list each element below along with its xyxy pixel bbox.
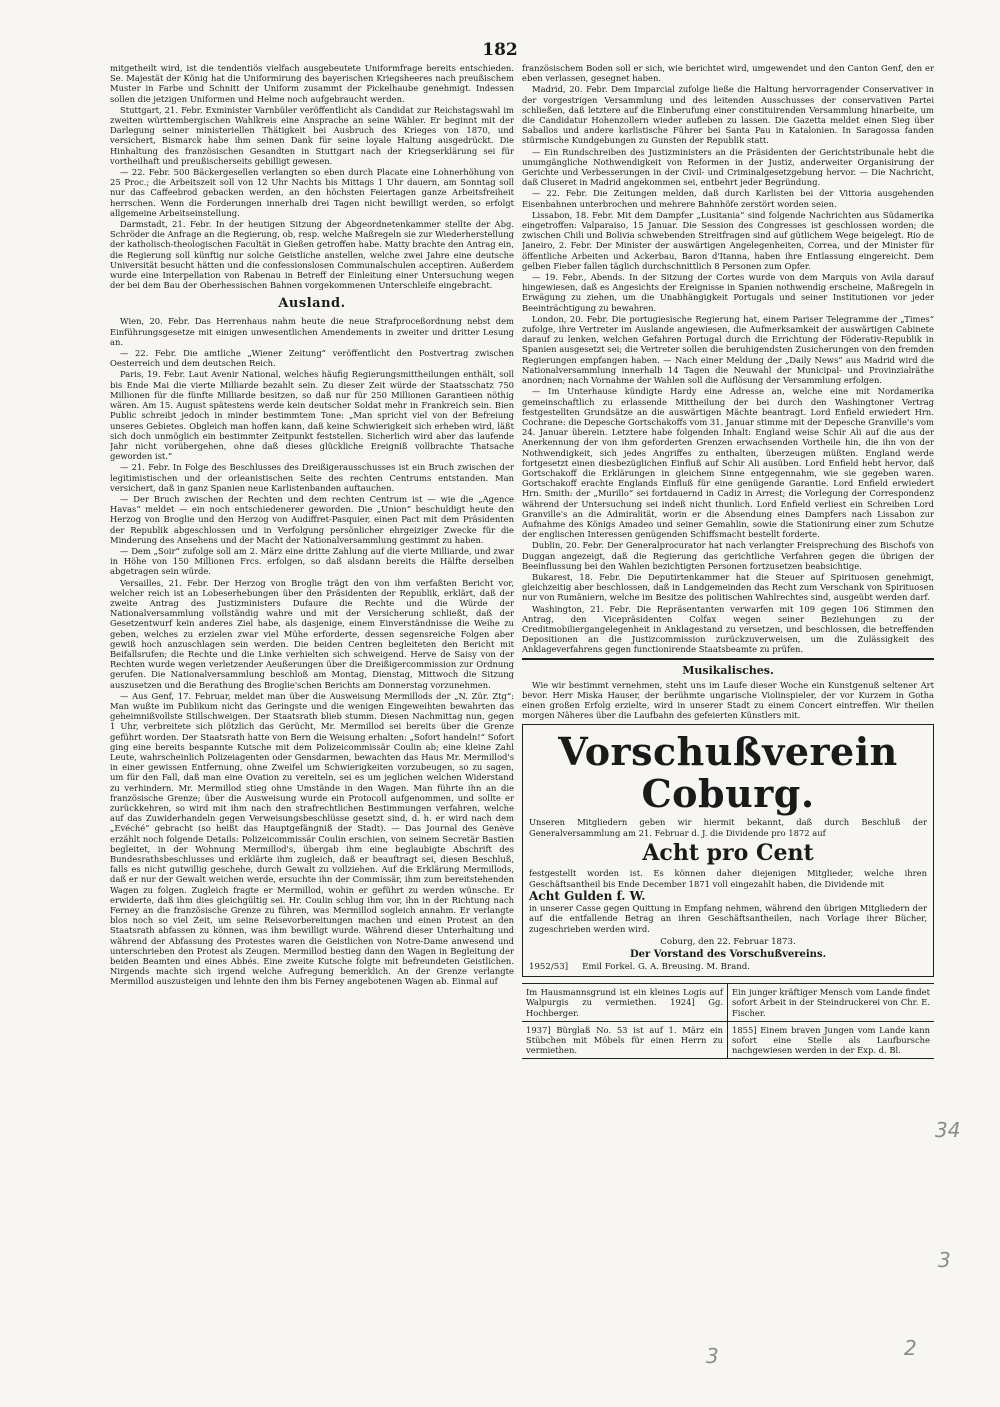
divider bbox=[522, 658, 934, 660]
article-paragraph: — 22. Febr. 500 Bäckergesellen verlangten so eben durch Placate eine Lohnerhöhung von 25 Proc.; die Arbeitszeit soll von 12 Uhr Nachts bis Mittags 1 Uhr dauern, am Sonntag soll nur das Caffeebrod gebacken werden, an den höchsten Feiertagen ganze Arbeitsfreiheit herrschen. Wenn die Forderungen innerhalb drei Tagen nicht bewilligt werden, so erfolgt allgemeine Arbeitseinstellung. bbox=[110, 167, 514, 218]
article-paragraph: Paris, 19. Febr. Laut Avenir National, welches häufig Regierungsmittheilungen enthält, soll bis Ende Mai die vierte Milliarde bezahlt sein. Zu dieser Zeit würde der Staatsschatz 750 Millionen für die fünfte Milliarde besitzen, so daß nur für 250 Millionen Garantieen nöthig wären. Am 15. August spätestens werde kein deutscher Soldat mehr in Frankreich sein. Bien Public schreibt jedoch in minder bestimmtem Tone: „Man spricht viel von der Befreiung unseres Gebietes. Obgleich man hoffen kann, daß keine Schwierigkeit sich erheben wird, läßt sich doch unmöglich ein bestimmter Zeitpunkt feststellen. Sicherlich wird aber das laufende Jahr nicht vorübergehen, ohne daß dieses glückliche Ereigniß vollbrachte Thatsache geworden ist.“ bbox=[110, 369, 514, 462]
ad-footer bbox=[529, 962, 927, 972]
ad-rate: Acht pro Cent bbox=[642, 840, 814, 867]
article-paragraph: Darmstadt, 21. Febr. In der heutigen Sitzung der Abgeordnetenkammer stellte der Abg. Schröder die Anfrage an die Regierung, ob, resp. welche Maßregeln sie zur Wiederherstellung der katholisch-theologischen Facultät in Gießen getroffen habe. Matty brachte den Antrag ein, die Regierung soll künftig nur solche Geistliche anstellen, welche zwei Jahre eine deutsche Universität besucht hätten und die confessionslosen Communalschulen acceptiren. Außerdem wurde eine Interpellation von Rabenau in Betreff der Einleitung einer Untersuchung wegen der bei dem Bau der Oberhessischen Bahnen vorgekommenen Unterschleife eingebracht. bbox=[110, 219, 514, 291]
article-paragraph: — Der Bruch zwischen der Rechten und dem rechten Centrum ist — wie die „Agence Havas“ meldet — ein noch entschiedenerer geworden. Die „Union“ beschuldigt heute den Herzog von Broglie und den Herzog von Audiffret-Pasquier, einen Pact mit dem Präsidenten der Republik abgeschlossen und in Verfolgung persönlicher ehrgeiziger Zwecke für die Minderung des Ansehens und der Macht der Nationalversammlung gestimmt zu haben. bbox=[110, 493, 514, 545]
article-paragraph: Dublin, 20. Febr. Der Generalprocurator hat nach verlangter Freisprechung des Bischofs von Duggan angezeigt, daß die Regierung das gerichtliche Verfahren gegen die übrigen der Beeinflussung bei den Wahlen bezichtigten Personen fortzusetzen beabsichtige. bbox=[522, 540, 934, 571]
small-ad: Ein junger kräftiger Mensch vom Lande findet sofort Arbeit in der Steindruckerei von Chr. E. Fischer. bbox=[728, 984, 934, 1022]
ad-closing: in unserer Casse gegen Quittung in Empfang nehmen, während den übrigen Mitgliedern der auf die entfallende Betrag an ihren Geschäftsantheilen, nach Vorlage ihrer Bücher, zugeschrieben werden wird. bbox=[529, 903, 927, 934]
article-paragraph: Stuttgart, 21. Febr. Exminister Varnbüler veröffentlicht als Candidat zur Reichstagswahl im zweiten württembergischen Wahlkreis eine Ansprache an seine Wähler. Er beginnt mit der Darlegung seiner ministeriellen Thätigkeit bei Ausbruch des Krieges von 1870, und versichert, Bismarck habe ihm seinen Dank für seine loyale Haltung ausgedrückt. Die Hinhaltung des französischen Gesandten in Stuttgart nach der Kriegserklärung sei für vortheilhaft und preußischerseits gebilligt gewesen. bbox=[110, 104, 514, 166]
ad-names: Emil Forkel. G. A. Breusing. M. Brand. bbox=[582, 962, 750, 973]
ad-title: Vorschußverein Coburg. bbox=[558, 729, 898, 817]
ad-place-date: Coburg, den 22. Februar 1873. bbox=[660, 937, 796, 948]
page-number: 182 bbox=[482, 40, 518, 60]
ad-intro: Unseren Mitgliedern geben wir hiermit bekannt, daß durch Beschluß der Generalversammlung am 21. Februar d. J. die Dividende pro 1872 auf bbox=[529, 817, 927, 838]
article-paragraph: — 21. Febr. In Folge des Beschlusses des Dreißigerausschusses ist ein Bruch zwischen der legitimistischen und der orleanistischen Seite des rechten Centrums entstanden. Man versichert, daß in ganz Spanien neue Karlistenbanden auftauchen. bbox=[110, 462, 514, 493]
article-paragraph: — 22. Febr. Die Zeitungen melden, daß durch Karlisten bei der Vittoria ausgehenden Eisenbahnen unterbrochen und mehrere Bahnhöfe zerstört worden seien. bbox=[522, 188, 934, 209]
section-heading-ausland: Ausland. bbox=[278, 296, 346, 312]
musik-text: Wie wir bestimmt vernehmen, steht uns im Laufe dieser Woche ein Kunstgenuß seltener Art bevor. Herr Miska Hauser, der berühmte ungarische Violinspieler, der vor Kurzem in Gotha einen großen Erfolg erzielte, wird in unserer Stadt zu einem Concert eintreffen. Wir theilen morgen Näheres über die Laufbahn des gefeierten Künstlers mit. bbox=[522, 679, 934, 721]
article-paragraph: London, 20. Febr. Die portugiesische Regierung hat, einem Pariser Telegramme der „Times“ zufolge, ihre Vertreter im Auslande angewiesen, die Aufmerksamkeit der auswärtigen Cabinete darauf zu lenken, welchen Gefahren Portugal durch die Errichtung der Föderativ-Republik in Spanien ausgesetzt sei; die Vertreter sollen die beruhigendsten Zusicherungen von den fremden Regierungen empfangen haben. — Nach einer Meldung der „Daily News“ aus Madrid wird die Nationalversammlung innerhalb 14 Tagen die Neuwahl der Municipal- und Provinzialräthe anordnen; nach Vornahme der Wahlen soll die Auflösung der Versammlung erfolgen. bbox=[522, 313, 934, 386]
pencil-mark: 34 bbox=[935, 1118, 961, 1142]
article-paragraph: Versailles, 21. Febr. Der Herzog von Broglie trägt den von ihm verfaßten Bericht vor, welcher reich ist an Lobeserhebungen über den Präsidenten der Republik, erklärt, daß der zweite Antrag des Justizministers Dufaure die Rechte und die Würde der Nationalversammlung vollständig wahre und mit der Versicherung schließt, daß der Gesetzentwurf kein anderes Ziel habe, als dasjenige, einem Einverständnisse die Weihe zu geben, welches zu erzielen zwar viel Mühe erforderte, dessen segensreiche Folgen aber gewiß hoch anzuschlagen sein werden. Die beiden Centren begleiteten den Bericht mit Beifallsrufen; die Rechte und die Linke verhielten sich schweigend. Herve de Saisy von der Rechten wurde wegen verletzender Aeußerungen über die Dreißigercommission zur Ordnung gerufen. Die Nationalversammlung beschloß am Montag, Dienstag, Mittwoch die Sitzung auszusetzen und die Berathung des Broglie'schen Berichts am Donnerstag vorzunehmen. bbox=[110, 577, 514, 690]
article-paragraph: — Ein Rundschreiben des Justizministers an die Präsidenten der Gerichtstribunale hebt die unumgängliche Nothwendigkeit von Reformen in der Justiz, anderweiter Organisirung der Gerichte und Verbesserungen in der Civil- und Criminalgesetzgebung hervor. — Die Nachricht, daß Cluseret in Madrid angekommen sei, entbehrt jeder Begründung. bbox=[522, 146, 934, 188]
article-paragraph: mitgetheilt wird, ist die tendentiös vielfach ausgebeutete Uniformfrage bereits entschieden. Se. Majestät der König hat die Uniformirung des bayerischen Kriegsheeres nach preußischem Muster in Farbe und Schnitt der Uniform zusammt der Pickelhaube genehmigt. Indessen sollen die jetzigen Uniformen und Helme noch aufgebraucht werden. bbox=[110, 63, 514, 104]
ad-reference-number: 1952/53] bbox=[529, 962, 569, 973]
left-column bbox=[110, 63, 514, 1363]
article-paragraph: Bukarest, 18. Febr. Die Deputirtenkammer hat die Steuer auf Spirituosen genehmigt, gleichzeitig aber beschlossen, daß in Landgemeinden das Recht zum Verschank von Spirituosen nur von Rumäniern, welche im Besitze des politischen Wahlrechtes sind, ausgeübt werden darf. bbox=[522, 571, 934, 603]
pencil-mark: 3 bbox=[706, 1344, 719, 1368]
article-paragraph: — Im Unterhause kündigte Hardy eine Adresse an, welche eine mit Nordamerika gemeinschaftlich zu erlassende Mittheilung der bei durch den Washingtoner Vertrag festgestellten Grundsätze an die auswärtigen Mächte beantragt. Lord Enfield erwiedert Hrn. Cochrane: die Depesche Gortschakoffs vom 31. Januar stimme mit der Depesche Granville's vom 24. Januar überein. Letztere habe folgenden Inhalt: England weise Schir Ali auf die aus der Anerkennung der von ihm geforderten Grenzen erwachsenden Vortheile hin, die ihn von der Nothwendigkeit, sich jedes Angriffes zu enthalten, überzeugen müßten. England werde fortgesetzt einen diesbezüglichen Einfluß auf Schir Ali ausüben. Lord Enfield hebt hervor, daß Gortschakoff die Erklärungen in gleichem Sinne entgegennahm, wie sie gegeben waren. Gortschakoff erachte Englands Einfluß für eine genügende Garantie. Lord Enfield erwiedert Hrn. Smith: der „Murillo“ sei fortdauernd in Cadiz in Arrest; die Vorlegung der Correspondenz während der Untersuchung sei indeß nicht thunlich. Lord Enfield verliest ein Schreiben Lord Granville's an die Admiralität, worin er die Absendung eines Dampfers nach Lissabon zur Aufnahme des Königs Amadeo und seiner Gemahlin, sowie die Stationirung einer zum Schutze der englischen Interessen genügenden Schiffsmacht bestellt forderte. bbox=[522, 386, 934, 540]
article-paragraph: — 22. Febr. Die amtliche „Wiener Zeitung“ veröffentlicht den Postvertrag zwischen Oesterreich und dem deutschen Reich. bbox=[110, 348, 514, 369]
musik-heading: Musikalisches. bbox=[682, 663, 774, 677]
article-paragraph: französischem Boden soll er sich, wie berichtet wird, umgewendet und den Canton Genf, den er eben verlassen, gesegnet haben. bbox=[522, 63, 934, 84]
small-ad: 1855] Einem braven Jungen vom Lande kann sofort eine Stelle als Laufbursche nachgewiesen werden in der Exp. d. Bl. bbox=[728, 1022, 934, 1060]
article-paragraph: Lissabon, 18. Febr. Mit dem Dampfer „Lusitania“ sind folgende Nachrichten aus Südamerika eingetroffen: Valparaiso, 15 Januar. Die Session des Congresses ist geschlossen worden; die zwischen Chili und Bolivia schwebenden Streitfragen sind auf gütlichem Wege beigelegt. Rio de Janeiro, 2. Febr. Der Minister der auswärtigen Angelegenheiten, Correa, und der Minister für öffentliche Arbeiten und Ackerbau, Baron d'Itanna, haben ihre Entlassung eingereicht. Dem gelben Fieber fallen täglich durchschnittlich 8 Personen zum Opfer. bbox=[522, 209, 934, 271]
ad-signature: Der Vorstand des Vorschußvereins. bbox=[629, 949, 827, 961]
pencil-mark: 3 bbox=[938, 1248, 951, 1272]
article-paragraph: — 19. Febr., Abends. In der Sitzung der Cortes wurde von dem Marquis von Avila darauf hingewiesen, daß es Angesichts der Ereignisse in Spanien nothwendig erscheine, Maßregeln in Erwägung zu ziehen, um die Unabhängigkeit Portugals und seiner Institutionen vor jeder Beeinträchtigung zu bewahren. bbox=[522, 272, 934, 313]
small-ad: 1937] Bürglaß No. 53 ist auf 1. März ein Stübchen mit Möbels für einen Herrn zu vermiethen. bbox=[522, 1022, 728, 1060]
pencil-mark: 2 bbox=[904, 1336, 917, 1360]
small-ads-grid bbox=[522, 983, 934, 1059]
article-paragraph: Wien, 20. Febr. Das Herrenhaus nahm heute die neue Strafproceßordnung nebst dem Einführungsgesetze mit einigen unwesentlichen Amendements in zweiter und dritter Lesung an. bbox=[110, 316, 514, 347]
advertisement-vorschussverein bbox=[522, 724, 934, 977]
ad-middle: festgestellt worden ist. Es können daher diejenigen Mitglieder, welche ihren Geschäftsantheil bis Ende December 1871 voll eingezahlt haben, die Dividende mit bbox=[529, 868, 927, 889]
article-paragraph: — Aus Genf, 17. Februar, meldet man über die Ausweisung Mermillods der „N. Zür. Ztg“: Man wußte im Publikum nicht das Geringste und die wenigen Eingeweihten bewahrten das geheimnißvollste Stillschweigen. Der Staatsrath blieb stumm. Diesen Nachmittag nun, gegen 1 Uhr, verbreitete sich plötzlich das Gerücht, Mr. Mermillod sei bereits über die Grenze geführt worden. Der Staatsrath hatte von Bern die Weisung erhalten: „Sofort handeln!“ Sofort ging eine bereits bespannte Kutsche mit dem Polizeicommissär Coulin ab; eine kleine Zahl Leute, wahrscheinlich Polizeiagenten oder Gensdarmen, bewachten das Haus Mr. Mermillod's in einer gewissen Entfernung, ohne Zweifel um Schwierigkeiten vorzubeugen, so zu sagen, um für den Fall, daß man eine Ovation zu vereiteln, sei es um jeglichen welchen Widerstand zu verhindern. Mr. Mermillod stieg ohne Umstände in den Wagen. Man führte ihn an die französische Grenze; über die Ausweisung wurde ein Protocoll aufgenommen, und sollte er zurückkehren, so wird mit ihm nach den strafrechtlichen Bestimmungen verfahren, welche auf das Zuwiderhandeln gegen Verweisungsbeschlüsse gesetzt sind, d. h. er wird nach dem „Evéché“ gebracht (so heißt das Hauptgefängniß der Stadt). — Das Journal des Genève erzählt noch folgende Details: Polizeicommissär Coulin erschien, von seinem Secretär Bastien begleitet, in der Wohnung Mermillod's, übergab ihm eine beglaubigte Abschrift des Bundesrathsbeschlusses und erklärte ihm zugleich, daß er beauftragt sei, diesen Beschluß, falls es nicht gutwillig geschehe, durch Gewalt zu vollziehen. Auf die Erklärung Mermillods, daß er nur der Gewalt weichen werde, ersuchte ihn der Commissär, ihm zum bereitstehenden Wagen zu folgen. Zugleich fragte er Mermillod, wohin er geführt zu werden wünsche. Er erwiderte, daß ihm dies gleichgültig sei. Hr. Coulin schlug ihm vor, ihn in der Richtung nach Ferney an die französische Grenze zu führen, was Mermillod sogleich annahm. Er verlangte blos noch so viel Zeit, um seine Reisevorbereitungen machen und einen Protest an den Staatsrath abfassen zu können, was ihm bewilligt wurde. Während dieser Unterhaltung und während der Abfassung des Protestes waren die Geistlichen von Notre-Dame anwesend und unterschrieben den Protest als Zeugen. Mermillod bestieg dann den Wagen in Begleitung der beiden Beamten und eines Abbés. Eine zweite Kutsche folgte mit befreundeten Geistlichen. Nirgends machte sich irgend welche Aufregung bemerklich. An der Grenze verlangte Mermillod auszusteigen und lehnte den ihm bis Ferney angebotenen Wagen ab. Einmal auf bbox=[110, 690, 514, 987]
right-column bbox=[522, 63, 934, 1363]
musik-notice bbox=[522, 664, 934, 721]
ad-amount: Acht Gulden f. W. bbox=[529, 889, 646, 904]
article-paragraph: Washington, 21. Febr. Die Repräsentanten verwarfen mit 109 gegen 106 Stimmen den Antrag, den Vicepräsidenten Colfax wegen seiner Beziehungen zu der Creditmobiliergangelegenheit in Anklagestand zu versetzen, und beschlossen, die betreffenden Depositionen an die Justizcommission zurückzuverweisen, um die Zulässigkeit des Anklageverfahrens gegen functionirende Staatsbeamte zu prüfen. bbox=[522, 603, 934, 655]
article-paragraph: — Dem „Soir“ zufolge soll am 2. März eine dritte Zahlung auf die vierte Milliarde, und zwar in Höhe von 150 Millionen Frcs. erfolgen, so daß alsdann bereits die Hälfte derselben abgetragen sein würde. bbox=[110, 545, 514, 577]
small-ad: Im Hausmannsgrund ist ein kleines Logis auf Walpurgis zu vermiethen. 1924] Gg. Hochberger. bbox=[522, 984, 728, 1022]
article-paragraph: Madrid, 20. Febr. Dem Imparcial zufolge ließe die Haltung hervorragender Conservativer in der vorgestrigen Versammlung und des leitenden Ausschusses der conservativen Partei schließen, daß letztere auf die Einberufung einer constituirenden Versammlung hinarbeite, um die Candidatur Hohenzollern wieder aufleben zu lassen. Die Gazetta meldet einen Sieg über Saballos und andere karlistische Führer bei Santa Pau in Katalonien. In Saragossa fanden stürmische Kundgebungen zu Gunsten der Republik statt. bbox=[522, 84, 934, 146]
